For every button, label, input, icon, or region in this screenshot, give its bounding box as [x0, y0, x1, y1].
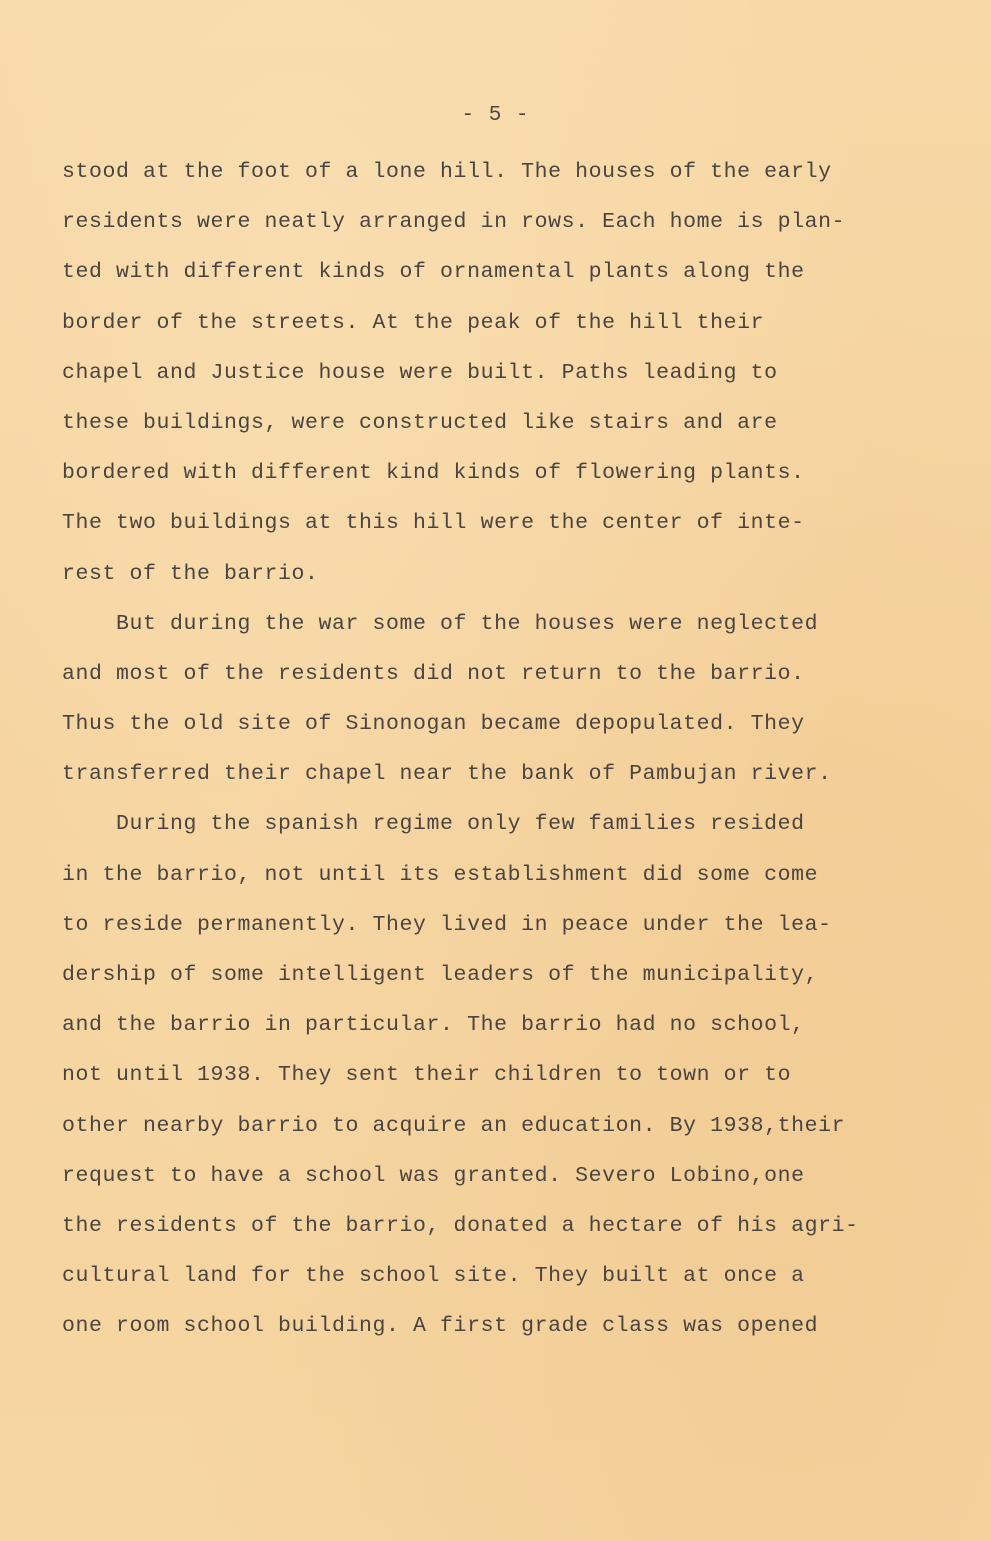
text-line: rest of the barrio. [62, 561, 319, 586]
text-line: residents were neatly arranged in rows. Each home is plan- [62, 210, 846, 235]
text-line: dership of some intelligent leaders of the municipality, [62, 963, 819, 987]
text-line: and most of the residents did not return to the barrio. [62, 661, 805, 686]
page-number: - 5 - [461, 104, 530, 127]
text-line: and the barrio in particular. The barrio had no school, [62, 1013, 805, 1038]
text-line: During the spanish regime only few families resided [62, 812, 805, 837]
text-line: to reside permanently. They lived in peace under the lea- [62, 912, 832, 937]
text-line: the residents of the barrio, donated a hectare of his agri- [62, 1213, 859, 1238]
text-line: transferred their chapel near the bank of Pambujan river. [62, 762, 832, 787]
text-line: one room school building. A first grade class was opened [62, 1314, 819, 1339]
text-line: these buildings, were constructed like stairs and are [62, 410, 778, 435]
text-line: other nearby barrio to acquire an education. By 1938,their [62, 1113, 846, 1138]
text-line: Thus the old site of Sinonogan became depopulated. They [62, 712, 805, 737]
text-line: chapel and Justice house were built. Paths leading to [62, 360, 778, 385]
text-line: ted with different kinds of ornamental plants along the [62, 260, 805, 285]
text-line: not until 1938. They sent their children to town or to [62, 1063, 792, 1088]
text-line: in the barrio, not until its establishment did some come [62, 862, 819, 887]
text-line: border of the streets. At the peak of the hill their [62, 310, 765, 335]
text-line: stood at the foot of a lone hill. The houses of the early [62, 160, 832, 184]
text-line: But during the war some of the houses were neglected [62, 611, 819, 636]
text-line: The two buildings at this hill were the center of inte- [62, 511, 805, 536]
text-line: bordered with different kind kinds of flowering plants. [62, 461, 805, 486]
text-line: request to have a school was granted. Severo Lobino,one [62, 1163, 805, 1188]
text-line: cultural land for the school site. They built at once a [62, 1264, 805, 1289]
body-text [62, 152, 962, 1357]
